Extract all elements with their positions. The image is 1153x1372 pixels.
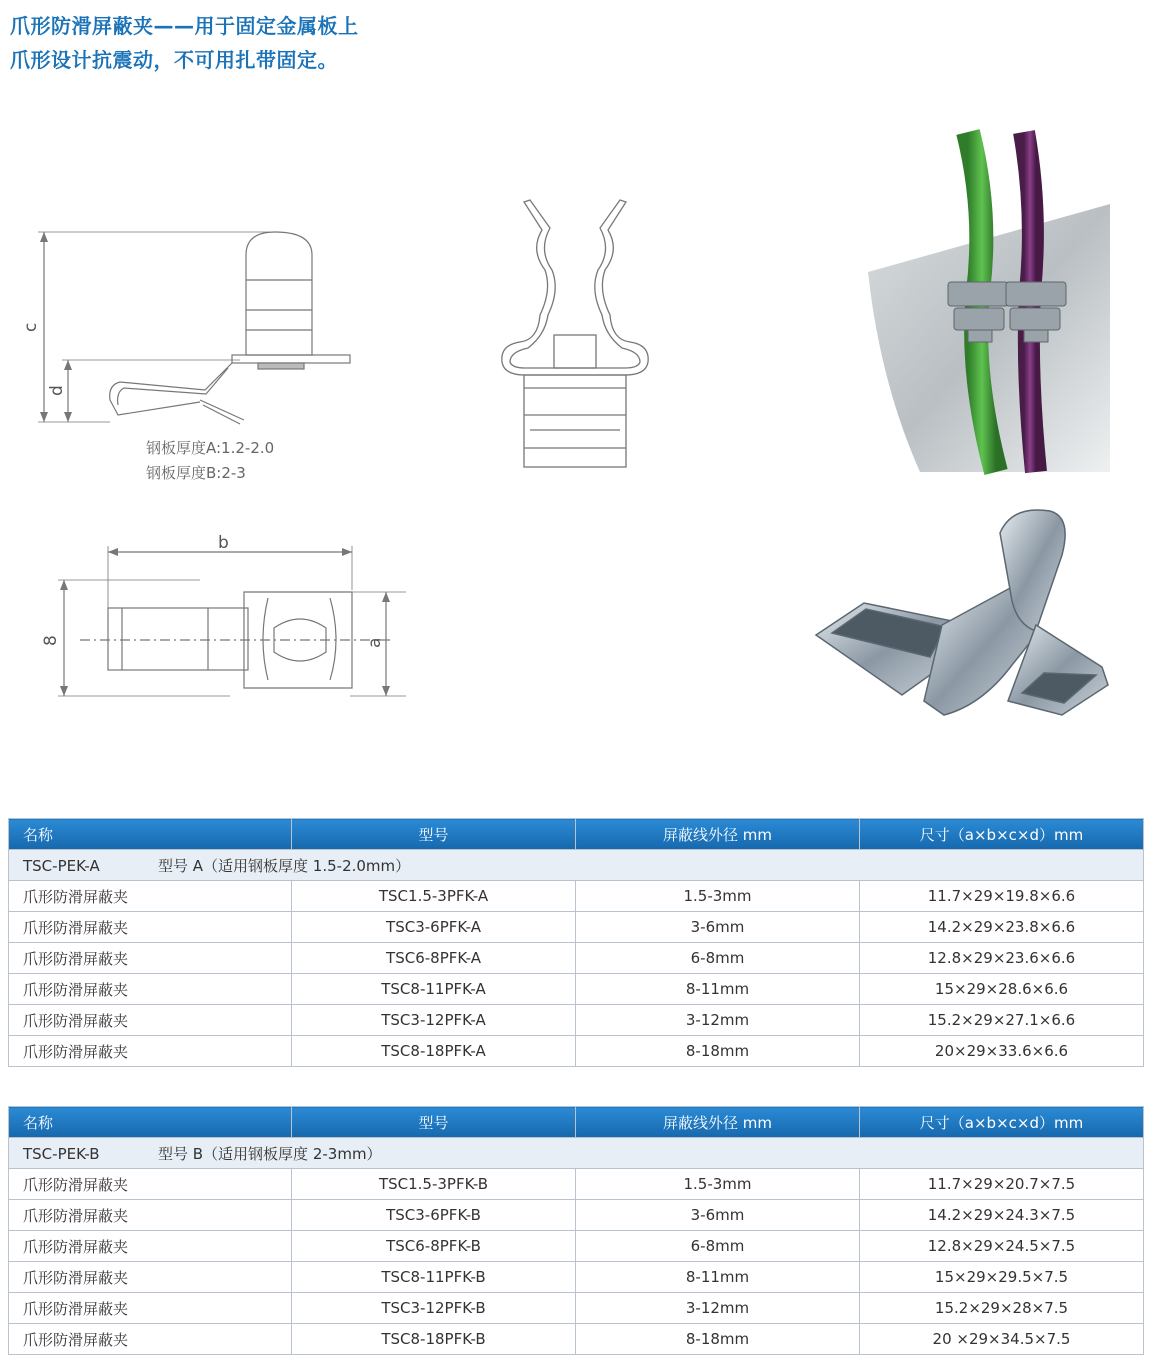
- cell-model: TSC6-8PFK-A: [292, 943, 576, 974]
- cell-name: 爪形防滑屏蔽夹: [9, 1262, 292, 1293]
- table-row: [9, 943, 1144, 974]
- col-header-diameter: 屏蔽线外径 mm: [576, 819, 860, 850]
- cell-diameter: 3-6mm: [576, 1200, 860, 1231]
- table-row: [9, 1262, 1144, 1293]
- cell-size: 11.7×29×20.7×7.5: [860, 1169, 1144, 1200]
- cell-model: TSC3-12PFK-B: [292, 1293, 576, 1324]
- cell-diameter: 8-18mm: [576, 1324, 860, 1355]
- cell-model: TSC3-6PFK-A: [292, 912, 576, 943]
- cell-diameter: 1.5-3mm: [576, 881, 860, 912]
- dim-label-8: 8: [41, 635, 61, 646]
- cell-size: 12.8×29×23.6×6.6: [860, 943, 1144, 974]
- col-header-size: 尺寸（a×b×c×d）mm: [860, 1107, 1144, 1138]
- cell-name: 爪形防滑屏蔽夹: [9, 912, 292, 943]
- cell-name: 爪形防滑屏蔽夹: [9, 1036, 292, 1067]
- cell-diameter: 1.5-3mm: [576, 1169, 860, 1200]
- col-header-name: 名称: [9, 819, 292, 850]
- cell-name: 爪形防滑屏蔽夹: [9, 1231, 292, 1262]
- col-header-size: 尺寸（a×b×c×d）mm: [860, 819, 1144, 850]
- cell-name: 爪形防滑屏蔽夹: [9, 1293, 292, 1324]
- top-view-drawing: [30, 528, 410, 703]
- table-header-row: [9, 819, 1144, 850]
- table-row: [9, 912, 1144, 943]
- cell-model: TSC3-6PFK-B: [292, 1200, 576, 1231]
- steel-thickness-b-note: 钢板厚度B:2-3: [146, 464, 246, 482]
- cell-diameter: 6-8mm: [576, 1231, 860, 1262]
- cell-size: 14.2×29×24.3×7.5: [860, 1200, 1144, 1231]
- cell-model: TSC6-8PFK-B: [292, 1231, 576, 1262]
- spec-table-type-b: [8, 1106, 1144, 1355]
- dim-label-b: b: [218, 533, 229, 553]
- cell-diameter: 8-11mm: [576, 974, 860, 1005]
- group-desc: 型号 A（适用钢板厚度 1.5-2.0mm）: [158, 856, 411, 875]
- table-row: [9, 1200, 1144, 1231]
- col-header-model: 型号: [292, 819, 576, 850]
- dim-label-d: d: [47, 385, 67, 396]
- col-header-name: 名称: [9, 1107, 292, 1138]
- group-row: [9, 850, 1144, 881]
- table-row: [9, 1005, 1144, 1036]
- cell-diameter: 3-12mm: [576, 1005, 860, 1036]
- dim-label-a: a: [365, 637, 385, 648]
- cell-name: 爪形防滑屏蔽夹: [9, 881, 292, 912]
- front-view-drawing: [490, 190, 660, 475]
- cell-name: 爪形防滑屏蔽夹: [9, 1324, 292, 1355]
- table-row: [9, 1169, 1144, 1200]
- cell-size: 15×29×28.6×6.6: [860, 974, 1144, 1005]
- table-row: [9, 1324, 1144, 1355]
- cell-diameter: 8-11mm: [576, 1262, 860, 1293]
- group-name: TSC-PEK-A: [23, 856, 100, 875]
- col-header-model: 型号: [292, 1107, 576, 1138]
- cell-model: TSC8-18PFK-A: [292, 1036, 576, 1067]
- cell-name: 爪形防滑屏蔽夹: [9, 943, 292, 974]
- table-row: [9, 1036, 1144, 1067]
- cell-name: 爪形防滑屏蔽夹: [9, 1169, 292, 1200]
- cell-model: TSC3-12PFK-A: [292, 1005, 576, 1036]
- cell-diameter: 6-8mm: [576, 943, 860, 974]
- cell-size: 12.8×29×24.5×7.5: [860, 1231, 1144, 1262]
- cell-size: 20×29×33.6×6.6: [860, 1036, 1144, 1067]
- group-row: [9, 1138, 1144, 1169]
- table-row: [9, 1231, 1144, 1262]
- cell-model: TSC8-18PFK-B: [292, 1324, 576, 1355]
- steel-thickness-a-note: 钢板厚度A:1.2-2.0: [146, 439, 275, 457]
- spec-table-type-a: [8, 818, 1144, 1067]
- group-desc: 型号 B（适用钢板厚度 2-3mm）: [158, 1144, 382, 1163]
- side-view-drawing: [0, 210, 370, 490]
- clip-product-photo: [812, 505, 1112, 725]
- table-row: [9, 881, 1144, 912]
- cell-model: TSC1.5-3PFK-B: [292, 1169, 576, 1200]
- table-row: [9, 974, 1144, 1005]
- cell-name: 爪形防滑屏蔽夹: [9, 1200, 292, 1231]
- cell-diameter: 8-18mm: [576, 1036, 860, 1067]
- cell-diameter: 3-12mm: [576, 1293, 860, 1324]
- group-name: TSC-PEK-B: [23, 1144, 100, 1163]
- cell-size: 15.2×29×28×7.5: [860, 1293, 1144, 1324]
- cell-size: 14.2×29×23.8×6.6: [860, 912, 1144, 943]
- cell-size: 11.7×29×19.8×6.6: [860, 881, 1144, 912]
- table-row: [9, 1293, 1144, 1324]
- cell-model: TSC8-11PFK-A: [292, 974, 576, 1005]
- cell-model: TSC8-11PFK-B: [292, 1262, 576, 1293]
- cell-name: 爪形防滑屏蔽夹: [9, 974, 292, 1005]
- cell-size: 15×29×29.5×7.5: [860, 1262, 1144, 1293]
- heading-line-2: 爪形设计抗震动，不可用扎带固定。: [10, 48, 338, 72]
- table-header-row: [9, 1107, 1144, 1138]
- heading-line-1: 爪形防滑屏蔽夹——用于固定金属板上: [10, 14, 359, 38]
- cell-size: 20 ×29×34.5×7.5: [860, 1324, 1144, 1355]
- dim-label-c: c: [21, 322, 41, 332]
- cell-diameter: 3-6mm: [576, 912, 860, 943]
- mounted-cables-photo: [860, 132, 1120, 472]
- cell-model: TSC1.5-3PFK-A: [292, 881, 576, 912]
- cell-size: 15.2×29×27.1×6.6: [860, 1005, 1144, 1036]
- cell-name: 爪形防滑屏蔽夹: [9, 1005, 292, 1036]
- col-header-diameter: 屏蔽线外径 mm: [576, 1107, 860, 1138]
